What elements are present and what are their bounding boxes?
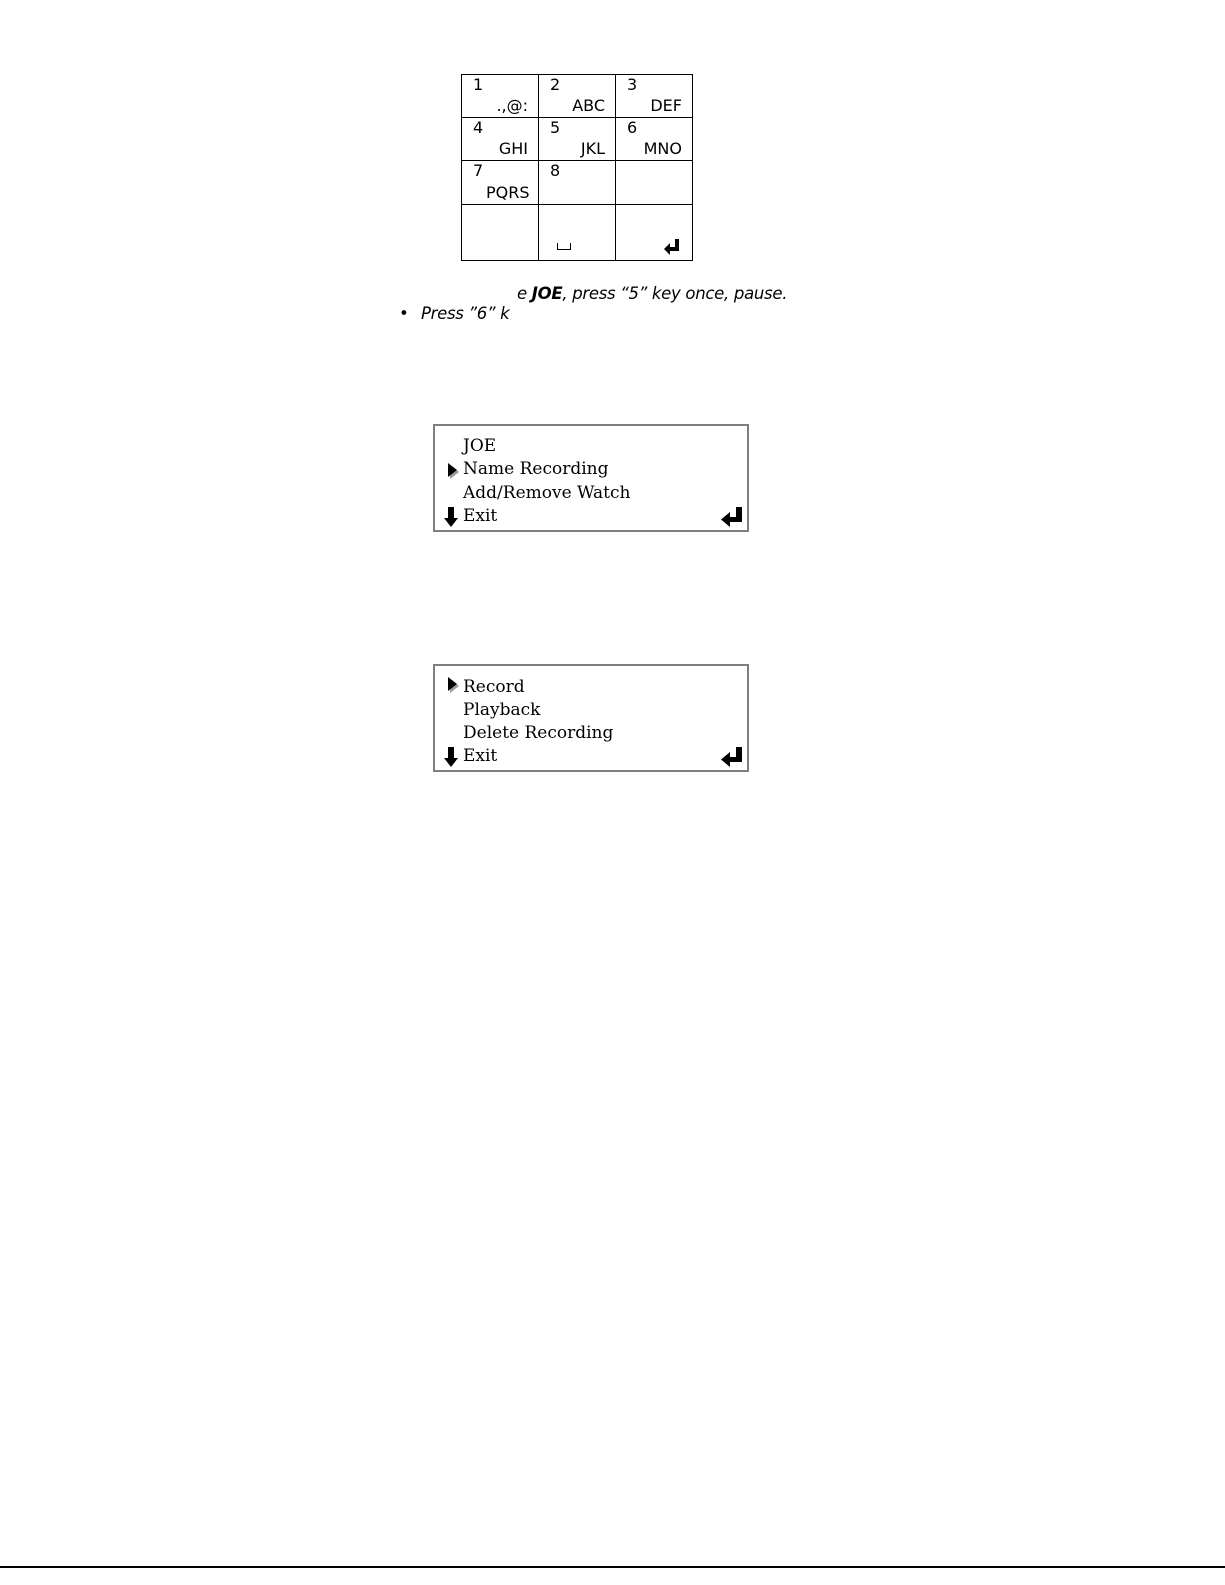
- menu-item-selected[interactable]: Name Recording: [463, 459, 609, 480]
- key-7: [462, 161, 539, 205]
- key-empty: [462, 205, 539, 261]
- instruction-bullet-item: [399, 304, 509, 324]
- instruction-text: Press ”6” k: [421, 304, 510, 323]
- instruction-name-bold: JOE: [531, 284, 563, 303]
- key-letters: DEF: [650, 96, 682, 115]
- key-letters: PQRS: [486, 183, 530, 202]
- instruction-prefix: e: [517, 284, 532, 303]
- menu-list: [463, 435, 631, 528]
- pointer-icon: [448, 462, 460, 480]
- key-5: [539, 118, 616, 161]
- enter-icon: [721, 747, 743, 767]
- key-number: 4: [473, 118, 484, 137]
- lcd-menu-recording: [433, 664, 749, 772]
- menu-item[interactable]: Delete Recording: [463, 723, 614, 744]
- key-letters: GHI: [498, 139, 528, 158]
- key-number: 1: [473, 75, 484, 94]
- menu-item-selected[interactable]: Record: [463, 676, 525, 697]
- key-number: 3: [627, 75, 638, 94]
- instruction-line: [517, 284, 787, 304]
- key-number: 2: [550, 75, 561, 94]
- key-4: [462, 118, 539, 161]
- pointer-icon: [448, 676, 460, 694]
- key-1: [462, 75, 539, 118]
- instruction-suffix: , press “5” key once, pause.: [562, 284, 788, 303]
- menu-item[interactable]: Playback: [463, 699, 541, 720]
- page-bottom-rule: [0, 1566, 1225, 1568]
- bullet-icon: •: [399, 304, 409, 323]
- down-arrow-icon: [444, 747, 458, 767]
- keypad-diagram: [461, 74, 693, 261]
- key-number: 8: [550, 161, 561, 180]
- enter-icon: [664, 239, 680, 255]
- key-letters: ABC: [572, 96, 605, 115]
- enter-icon: [721, 507, 743, 527]
- key-8: [539, 161, 616, 205]
- menu-item[interactable]: Add/Remove Watch: [463, 482, 631, 503]
- key-2: [539, 75, 616, 118]
- lcd-menu-name: [433, 424, 749, 532]
- key-6: [616, 118, 693, 161]
- key-3: [616, 75, 693, 118]
- menu-list: [463, 676, 613, 769]
- key-letters: JKL: [580, 139, 605, 158]
- key-enter: [616, 205, 693, 261]
- key-number: 5: [550, 118, 561, 137]
- menu-item-exit[interactable]: Exit: [463, 746, 498, 767]
- menu-item[interactable]: JOE: [463, 436, 497, 456]
- key-letters: .,@:: [496, 96, 528, 115]
- key-number: 7: [473, 161, 484, 180]
- down-arrow-icon: [444, 507, 458, 527]
- menu-item-exit[interactable]: Exit: [463, 505, 498, 526]
- key-space: [539, 205, 616, 261]
- key-letters: MNO: [643, 139, 682, 158]
- key-blank: [616, 161, 693, 205]
- key-number: 6: [627, 118, 638, 137]
- space-icon: [557, 243, 571, 250]
